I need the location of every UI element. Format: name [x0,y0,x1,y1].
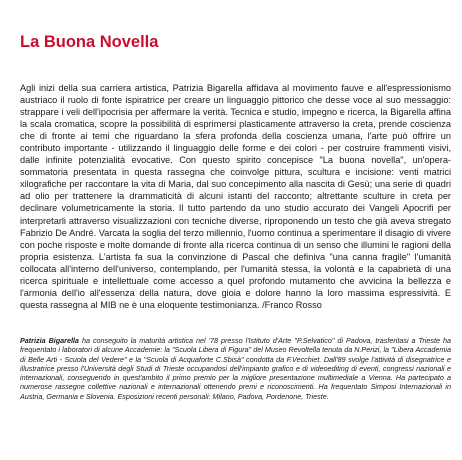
article-body: Agli inizi della sua carriera artistica, Patrizia Bigarella affidava al movimento fauve e all'espressionismo austriaco il ruolo di fonte ispiratrice per creare un linguaggio pittorico che desse voce al suo messaggio: strappare i veli dell'ipocrisia per affermare la verità. Tecnica e studio, impegno e ricerca, la Bigarella affina la scala cromatica, scopre la possibilità di esprimersi plasticamente attraverso la creta, prende coscienza che di fronte ai temi che riguardano la sfera profonda della coscienza umana, l'arte può offrire un contributo importante - utilizzando il linguaggio delle forme e dei colori - per costruire frammenti visivi, dalle infinite potenzialità evocative. Con questo spirito concepisce "La buona novella", un'opera-sommatoria presentata in questa rassegna che coinvolge pittura, scultura e incisione: venti matrici xilografiche per raccontare la vita di Maria, dal suo concepimento alla nascita di Gesù; una serie di quadri ad olio per trattenere la drammaticità di alcuni istanti del racconto; altrettante sculture in creta per declinare volumetricamente la storia. Il tutto partendo da uno studio accurato dei Vangeli Apocrifi per interpretarli attraverso visualizzazioni con tecniche diverse, riproponendo un testo che già aveva stregato Fabrizio De André. Varcata la soglia del terzo millennio, l'uomo continua a sperimentare il disagio di vivere con poche risposte e molte domande di fronte alla ricerca continua di un senso che illumini le ragioni della propria esistenza. L'artista fa sua la convinzione di Pascal che definiva "una canna fragile" l'umanità collocata all'interno dell'universo, contemplando, per l'umanità stessa, la volontà e la capabrietà di una ricerca spirituale e intellettuale come accesso a quel profondo mutamento che avvicina la bellezza e l'armonia dell'io all'essenza della natura, dove gioia e dolore hanno la loro massima espressività. E questa rassegna al MIB ne è una eloquente testimonianza. /Franco Rosso [20,83,451,310]
artist-bio [20,336,451,401]
artist-bio-text: ha conseguito la maturità artistica nel '78 presso l'Istituto d'Arte "P.Selvatico" di Padova, trasferitasi a Trieste ha frequentato i laboratori di alcune Accademie: la "Scuola Libera di Figura" del Museo Revoltella tenuta da N.Perizi, la "Libera Accademia di Belle Arti - Scuola del Vedere" e la "Scuola di Acquaforte C.Sbisà" condotta da F.Vecchiet. Dall'89 svolge l'attività di disegnatrice e illustratrice presso l'Università degli Studi di Trieste occupandosi dell'impianto grafico e di videoediting di eventi, congressi nazionali e internazionali, conseguendo in quest'ambito il primo premio per la migliore presentazione multimediale a Vienna. Ha partecipato a numerose rassegne collettive nazionali e internazionali ottenendo premi e riconoscimenti. Ha frequentato Simposi Internazionali in Austria, Germania e Slovenia. Esposizioni recenti personali: Milano, Padova, Pordenone, Trieste. [20,336,451,401]
artist-name: Patrizia Bigarella [20,336,79,345]
page-title: La Buona Novella [20,33,159,51]
